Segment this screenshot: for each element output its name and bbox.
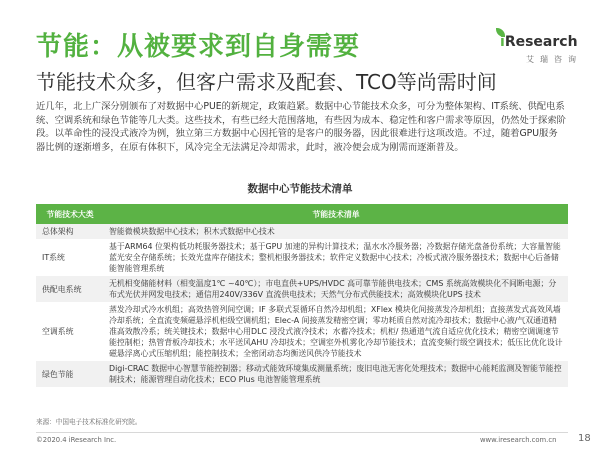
table-header-row (36, 204, 568, 224)
footer-copyright: ©2020.4 iResearch Inc. (36, 436, 117, 444)
table-cell-items: Digi-CRAC 数据中心智慧节能控制器；移动式能效环境集成测量系统；废旧电池无害化处理技术；数据中心能耗监测及智能节能控制技术；能源管理自动化技术；ECO Plus 电池智能管理系统 (104, 361, 568, 387)
table-row (36, 276, 568, 302)
page-subtitle: 节能技术众多，但客户需求及配套、TCO等尚需时间 (36, 70, 497, 94)
table-header-list: 节能技术清单 (104, 204, 568, 224)
table-cell-category: 绿色节能 (36, 361, 104, 387)
page-number: 18 (578, 433, 591, 444)
page-title: 节能：从被要求到自身需要 (36, 32, 361, 62)
source-note: 来源：中国电子技术标准化研究院。 (36, 418, 142, 426)
table-header-category: 节能技术大类 (36, 204, 104, 224)
iresearch-logo (494, 28, 582, 68)
table-cell-category: 供配电系统 (36, 276, 104, 302)
table-row (36, 239, 568, 276)
table-row (36, 224, 568, 239)
table-cell-items: 基于ARM64 位架构低功耗服务器技术；基于GPU 加速的异构计算技术；温水水冷服务器；冷数据存储光盘备份系统；大容量智能蓝光安全存储系统；长效光盘库存储技术；整机柜服务器技术；软件定义数据中心技术；冷板式液冷服务器技术；数据中心后备储能智能管理系统 (104, 239, 568, 276)
table-cell-category: IT系统 (36, 239, 104, 276)
energy-saving-tech-table (36, 204, 568, 387)
footer-divider (36, 432, 568, 433)
logo-wordmark: iResearch (500, 34, 578, 50)
table-row (36, 361, 568, 387)
table-cell-category: 空调系统 (36, 302, 104, 361)
table-cell-items: 智能微模块数据中心技术；积木式数据中心技术 (104, 224, 568, 239)
table-cell-items: 无机相变储能材料（相变温度1℃ ~40℃）；市电直供+UPS/HVDC 高可靠节能供电技术；CMS 系统高效模块化不间断电源；分布式光伏并网发电技术；通信用240V/336V 直流供电技术；天然气分布式供能技术；高效模块化UPS 技术 (104, 276, 568, 302)
table-cell-category: 总体架构 (36, 224, 104, 239)
intro-paragraph: 近几年，北上广深分别颁布了对数据中心PUE的新规定，政策趋紧。数据中心节能技术众多，可分为整体架构、IT系统、供配电系统、空调系统和绿色节能等几大类。这些技术，有些已经大范围落地，有些因为成本、稳定性和客户需求等原因，仍然处于探索阶段。以革命性的浸没式液冷为例，独立第三方数据中心因托管的是客户的服务器，因此很难进行这项改造。不过，随着GPU服务器比例的逐渐增多，在原有体积下，风冷完全无法满足冷却需求，此时，液冷便会成为刚需而逐渐普及。 (36, 101, 566, 153)
table-title: 数据中心节能技术清单 (247, 183, 353, 195)
footer-website: www.iresearch.com.cn (480, 436, 557, 444)
logo-chinese-name: 艾瑞咨询 (526, 55, 582, 64)
table-cell-items: 蒸发冷却式冷水机组；高效热管列间空调；IF 多联式泵循环自然冷却机组；XFlex 模块化间接蒸发冷却机组；直接蒸发式高效风墙冷却系统；全直流变频磁悬浮机柜级空调机组；Elec-A 间接蒸发精密空调；零功耗质自然对流冷却技术；数据中心液/气双通道精准高效散冷系；统关键技术；数据中心用DLC 浸没式液冷技术；水蓄冷技术；机柜/ 热通道气流自适应优化技术；精密空调调速节能控制柜；热管背板冷却技术；水平送风AHU 冷却技术；空调室外机雾化冷却节能技术；直流变频行级空调技术；低压比优化设计磁悬浮离心式压缩机组；能控制技术；全密闭动态均衡送风供冷节能技术 (104, 302, 568, 361)
table-row (36, 302, 568, 361)
